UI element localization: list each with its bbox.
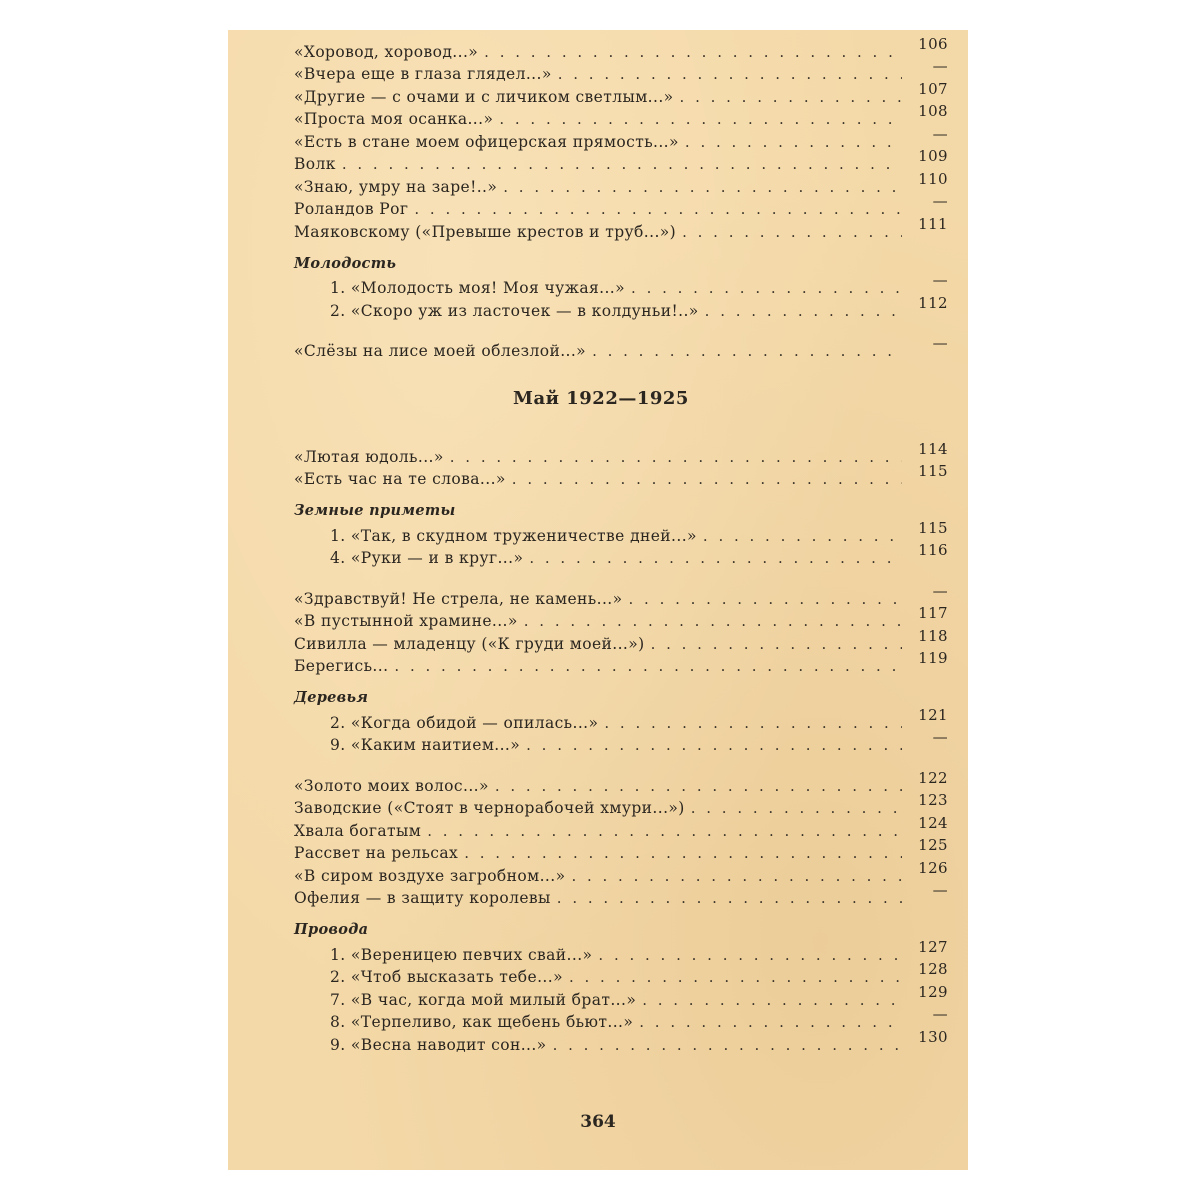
section-title: Молодость xyxy=(294,254,397,272)
table-of-contents xyxy=(294,34,948,1054)
toc-entry xyxy=(294,1027,948,1054)
period-heading: Май 1922—1925 xyxy=(513,388,689,409)
toc-entry xyxy=(294,604,948,631)
leader-dots xyxy=(631,279,902,297)
leader-dots xyxy=(598,946,902,964)
leader-dots xyxy=(651,635,902,653)
entry-page: 125 xyxy=(918,836,948,854)
entry-title: 2. «Когда обидой — опилась...» xyxy=(330,713,599,732)
section-title: Провода xyxy=(294,921,369,938)
entry-title: «Здравствуй! Не стрела, не камень...» xyxy=(294,589,623,608)
toc-entry xyxy=(294,147,948,174)
section-title: Деревья xyxy=(294,689,369,706)
leader-dots xyxy=(464,844,902,862)
leader-dots xyxy=(558,65,902,83)
toc-entry xyxy=(294,102,948,129)
entry-title: «Есть час на те слова...» xyxy=(294,470,506,488)
entry-title: «Хоровод, хоровод...» xyxy=(294,42,479,61)
leader-dots xyxy=(394,657,902,675)
entry-title: «Проста моя осанка...» xyxy=(294,110,494,128)
entry-title: «В сиром воздухе загробном...» xyxy=(294,866,566,885)
entry-title: Рассвет на рельсах xyxy=(294,844,459,862)
toc-entry xyxy=(294,214,948,241)
entry-page: — xyxy=(932,881,948,899)
entry-title: 1. «Молодость моя! Моя чужая...» xyxy=(330,279,626,297)
toc-entry xyxy=(294,937,948,964)
leader-dots xyxy=(414,200,902,218)
leader-dots xyxy=(553,1036,902,1054)
entry-title: «В пустынной храмине...» xyxy=(294,612,518,630)
entry-title: Офелия — в защиту королевы xyxy=(294,889,551,907)
toc-entry xyxy=(294,34,948,61)
toc-entry xyxy=(294,79,948,106)
entry-page: — xyxy=(932,271,948,289)
leader-dots xyxy=(512,470,902,488)
entry-page: 107 xyxy=(918,79,948,98)
entry-title: 7. «В час, когда мой милый брат...» xyxy=(330,990,637,1009)
leader-dots xyxy=(427,822,902,840)
leader-dots xyxy=(642,991,902,1009)
entry-page: 128 xyxy=(918,960,948,978)
leader-dots xyxy=(503,178,902,196)
entry-title: Заводские («Стоят в чернорабочей хмури...») xyxy=(294,799,685,817)
entry-title: «Вчера еще в глаза глядел...» xyxy=(294,65,552,83)
leader-dots xyxy=(705,302,902,320)
leader-dots xyxy=(680,88,902,106)
entry-page: 114 xyxy=(918,439,948,458)
toc-entry xyxy=(294,626,948,653)
toc-entry xyxy=(294,705,948,732)
entry-title: 4. «Руки — и в круг...» xyxy=(330,549,524,567)
toc-entry xyxy=(294,462,948,489)
toc-entry xyxy=(294,439,948,466)
leader-dots xyxy=(569,968,902,986)
toc-entry xyxy=(294,192,948,219)
entry-page: — xyxy=(932,1005,948,1023)
entry-title: 2. «Скоро уж из ласточек — в колдуньи!..» xyxy=(330,301,699,320)
leader-dots xyxy=(691,799,902,817)
entry-page: 122 xyxy=(918,768,948,787)
toc-entry xyxy=(294,581,948,608)
entry-title: «Золото моих волос...» xyxy=(294,776,489,795)
entry-page: 129 xyxy=(918,982,948,1001)
toc-entry xyxy=(294,57,948,84)
entry-page: 117 xyxy=(918,604,948,622)
entry-title: 9. «Весна наводит сон...» xyxy=(330,1035,547,1054)
toc-entry xyxy=(294,1005,948,1032)
entry-page: — xyxy=(932,334,948,352)
toc-entry xyxy=(294,541,948,568)
leader-dots xyxy=(342,155,902,173)
entry-page: 106 xyxy=(918,34,948,53)
toc-entry xyxy=(294,791,948,818)
leader-dots xyxy=(604,714,902,732)
entry-page: 112 xyxy=(918,293,948,312)
entry-title: Сивилла — младенцу («К груди моей...») xyxy=(294,634,645,653)
entry-title: «Другие — с очами и с личиком светлым...» xyxy=(294,87,674,106)
toc-entry xyxy=(294,728,948,755)
entry-page: 118 xyxy=(918,626,948,645)
leader-dots xyxy=(495,777,902,795)
leader-dots xyxy=(629,590,903,608)
entry-title: 9. «Каким наитием...» xyxy=(330,736,521,754)
toc-entry xyxy=(294,293,948,320)
toc-entry xyxy=(294,813,948,840)
entry-title: Волк xyxy=(294,155,336,173)
leader-dots xyxy=(484,43,902,61)
toc-entry xyxy=(294,334,948,361)
entry-title: Берегись... xyxy=(294,657,389,675)
entry-title: «Есть в стане моем офицерская прямость...» xyxy=(294,132,679,151)
entry-title: 1. «Вереницею певчих свай...» xyxy=(330,945,593,964)
leader-dots xyxy=(557,889,902,907)
entry-title: 1. «Так, в скудном труженичестве дней...» xyxy=(330,526,697,545)
toc-entry xyxy=(294,271,948,298)
leader-dots xyxy=(685,133,902,151)
entry-page: — xyxy=(932,124,948,143)
toc-entry xyxy=(294,881,948,908)
leader-dots xyxy=(499,110,902,128)
entry-title: 2. «Чтоб высказать тебе...» xyxy=(330,968,563,986)
leader-dots xyxy=(450,448,902,466)
toc-entry xyxy=(294,124,948,151)
entry-page: 130 xyxy=(918,1027,948,1046)
leader-dots xyxy=(592,342,902,360)
entry-title: «Лютая юдоль...» xyxy=(294,447,444,466)
entry-title: Роландов Рог xyxy=(294,200,409,218)
entry-page: 108 xyxy=(918,102,948,120)
toc-entry xyxy=(294,768,948,795)
entry-title: Маяковскому («Превыше крестов и труб...») xyxy=(294,222,677,241)
entry-title: 8. «Терпеливо, как щебень бьют...» xyxy=(330,1013,634,1031)
entry-page: 121 xyxy=(918,705,948,724)
entry-page: 116 xyxy=(918,541,948,559)
toc-entry xyxy=(294,858,948,885)
book-page xyxy=(228,30,968,1170)
toc-entry xyxy=(294,518,948,545)
entry-title: Хвала богатым xyxy=(294,821,422,840)
leader-dots xyxy=(682,223,902,241)
leader-dots xyxy=(526,736,902,754)
entry-page: 115 xyxy=(918,518,948,537)
entry-page: 110 xyxy=(918,169,948,188)
entry-page: — xyxy=(932,192,948,210)
leader-dots xyxy=(524,612,902,630)
section-title: Земные приметы xyxy=(294,502,456,519)
toc-entry xyxy=(294,836,948,863)
entry-title: «Знаю, умру на заре!..» xyxy=(294,177,498,196)
entry-page: 124 xyxy=(918,813,948,832)
entry-page: 127 xyxy=(918,937,948,956)
entry-page: 126 xyxy=(918,858,948,877)
toc-entry xyxy=(294,649,948,676)
entry-page: — xyxy=(932,728,948,746)
toc-entry xyxy=(294,169,948,196)
entry-page: 123 xyxy=(918,791,948,809)
leader-dots xyxy=(639,1013,902,1031)
entry-page: 115 xyxy=(918,462,948,480)
entry-page: 111 xyxy=(918,214,948,233)
leader-dots xyxy=(529,549,902,567)
page-number: 364 xyxy=(580,1112,616,1132)
entry-page: — xyxy=(932,581,948,600)
toc-entry xyxy=(294,960,948,987)
entry-page: 109 xyxy=(918,147,948,165)
leader-dots xyxy=(571,867,902,885)
entry-page: 119 xyxy=(918,649,948,667)
leader-dots xyxy=(703,527,902,545)
entry-page: — xyxy=(932,57,948,75)
entry-title: «Слёзы на лисе моей облезлой...» xyxy=(294,342,587,360)
toc-entry xyxy=(294,982,948,1009)
